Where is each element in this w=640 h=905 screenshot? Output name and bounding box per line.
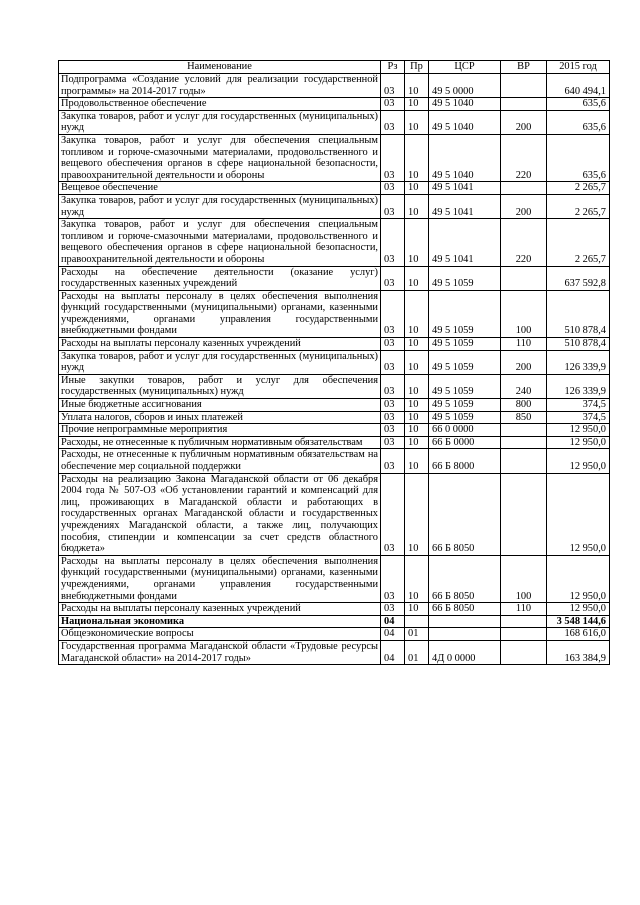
row-rz: 03 [381, 182, 405, 195]
row-amount: 510 878,4 [547, 338, 610, 351]
row-pr: 10 [405, 338, 429, 351]
row-csr: 4Д 0 0000 [429, 640, 501, 664]
row-pr: 10 [405, 436, 429, 449]
row-rz: 03 [381, 290, 405, 337]
row-name: Расходы, не отнесенные к публичным нормативным обязательствам [59, 436, 381, 449]
table-row [59, 110, 610, 134]
row-rz: 03 [381, 266, 405, 290]
table-row [59, 555, 610, 602]
row-pr: 10 [405, 219, 429, 266]
row-vr [501, 640, 547, 664]
row-name: Иные закупки товаров, работ и услуг для обеспечения государственных (муниципальных) нужд [59, 374, 381, 398]
row-csr: 49 5 1059 [429, 266, 501, 290]
row-amount: 168 616,0 [547, 628, 610, 641]
row-csr: 49 5 1041 [429, 194, 501, 218]
header-rz: Рз [381, 61, 405, 74]
table-row [59, 134, 610, 181]
table-row [59, 473, 610, 555]
row-vr: 100 [501, 555, 547, 602]
row-amount: 637 592,8 [547, 266, 610, 290]
row-vr [501, 436, 547, 449]
row-amount: 12 950,0 [547, 424, 610, 437]
row-amount: 12 950,0 [547, 449, 610, 473]
row-amount: 640 494,1 [547, 74, 610, 98]
header-year: 2015 год [547, 61, 610, 74]
row-amount: 3 548 144,6 [547, 615, 610, 628]
row-csr: 66 0 0000 [429, 424, 501, 437]
row-vr: 200 [501, 194, 547, 218]
row-amount: 126 339,9 [547, 374, 610, 398]
header-csr: ЦСР [429, 61, 501, 74]
table-row [59, 338, 610, 351]
row-csr: 49 5 1059 [429, 338, 501, 351]
row-pr: 01 [405, 640, 429, 664]
table-row [59, 436, 610, 449]
row-name: Закупка товаров, работ и услуг для обеспечения специальным топливом и горюче-смазочными материалами, продовольственного и вещевого обеспечения органов в сфере национальной безопасности, правоохранительной деятельности и обороны [59, 134, 381, 181]
row-rz: 03 [381, 110, 405, 134]
row-rz: 03 [381, 219, 405, 266]
row-vr: 220 [501, 134, 547, 181]
row-pr: 10 [405, 473, 429, 555]
row-rz: 03 [381, 555, 405, 602]
row-name: Иные бюджетные ассигнования [59, 399, 381, 412]
header-name: Наименование [59, 61, 381, 74]
table-row [59, 182, 610, 195]
row-rz: 03 [381, 374, 405, 398]
row-pr: 10 [405, 374, 429, 398]
row-rz: 03 [381, 449, 405, 473]
row-amount: 2 265,7 [547, 219, 610, 266]
row-pr: 10 [405, 74, 429, 98]
row-name: Государственная программа Магаданской области «Трудовые ресурсы Магаданской области» на 2014-2017 годы» [59, 640, 381, 664]
table-row [59, 640, 610, 664]
row-amount: 2 265,7 [547, 182, 610, 195]
table-row [59, 350, 610, 374]
row-vr [501, 74, 547, 98]
row-amount: 163 384,9 [547, 640, 610, 664]
row-pr: 10 [405, 194, 429, 218]
table-row [59, 449, 610, 473]
row-name: Национальная экономика [59, 615, 381, 628]
row-pr: 10 [405, 399, 429, 412]
row-name: Закупка товаров, работ и услуг для государственных (муниципальных) нужд [59, 194, 381, 218]
row-pr: 10 [405, 290, 429, 337]
row-name: Расходы на выплаты персоналу в целях обеспечения выполнения функций государственными (муниципальными) органами, казенными учреждениями, органами управления государственными внебюджетными фондами [59, 555, 381, 602]
row-rz: 03 [381, 134, 405, 181]
row-csr: 49 5 1041 [429, 219, 501, 266]
row-name: Прочие непрограммные мероприятия [59, 424, 381, 437]
row-name: Вещевое обеспечение [59, 182, 381, 195]
row-rz: 03 [381, 338, 405, 351]
row-amount: 12 950,0 [547, 473, 610, 555]
row-name: Закупка товаров, работ и услуг для государственных (муниципальных) нужд [59, 110, 381, 134]
table-row [59, 615, 610, 628]
row-amount: 635,6 [547, 110, 610, 134]
row-csr: 49 5 1059 [429, 411, 501, 424]
row-amount: 12 950,0 [547, 436, 610, 449]
row-csr: 66 Б 8050 [429, 473, 501, 555]
table-row [59, 424, 610, 437]
table-row [59, 603, 610, 616]
header-pr: Пр [405, 61, 429, 74]
table-row [59, 74, 610, 98]
row-pr: 10 [405, 424, 429, 437]
row-csr: 49 5 1041 [429, 182, 501, 195]
row-rz: 03 [381, 603, 405, 616]
row-pr: 10 [405, 134, 429, 181]
row-pr: 10 [405, 98, 429, 111]
row-amount: 374,5 [547, 411, 610, 424]
table-row [59, 194, 610, 218]
row-rz: 03 [381, 436, 405, 449]
row-vr: 800 [501, 399, 547, 412]
row-csr: 66 Б 8050 [429, 603, 501, 616]
row-pr: 10 [405, 603, 429, 616]
row-amount: 12 950,0 [547, 555, 610, 602]
row-csr: 66 Б 8050 [429, 555, 501, 602]
row-pr: 10 [405, 182, 429, 195]
table-row [59, 374, 610, 398]
row-csr: 49 5 1059 [429, 399, 501, 412]
row-vr: 240 [501, 374, 547, 398]
row-vr: 110 [501, 338, 547, 351]
row-vr: 200 [501, 350, 547, 374]
row-rz: 03 [381, 350, 405, 374]
row-name: Расходы на реализацию Закона Магаданской области от 06 декабря 2004 года № 507-ОЗ «Об установлении гарантий и компенсаций для лиц, проживающих в Магаданской области и работающих в государственных органах Магаданской области и государственных учреждениях Магаданской области, а также лиц, получающих пособия, стипендии и компенсации за счет средств областного бюджета» [59, 473, 381, 555]
row-rz: 03 [381, 74, 405, 98]
row-amount: 374,5 [547, 399, 610, 412]
table-row [59, 411, 610, 424]
row-pr: 01 [405, 628, 429, 641]
row-rz: 03 [381, 424, 405, 437]
row-vr [501, 628, 547, 641]
row-name: Закупка товаров, работ и услуг для обеспечения специальным топливом и горюче-смазочными материалами, продовольственного и вещевого обеспечения органов в сфере национальной безопасности, правоохранительной деятельности и обороны [59, 219, 381, 266]
row-pr: 10 [405, 110, 429, 134]
table-body [59, 74, 610, 665]
row-name: Расходы, не отнесенные к публичным нормативным обязательствам на обеспечение мер социальной поддержки [59, 449, 381, 473]
table-row [59, 219, 610, 266]
row-vr [501, 266, 547, 290]
row-csr: 49 5 1040 [429, 98, 501, 111]
row-csr: 66 Б 8000 [429, 449, 501, 473]
table-row [59, 290, 610, 337]
table-row [59, 266, 610, 290]
row-csr: 49 5 1040 [429, 134, 501, 181]
row-rz: 03 [381, 399, 405, 412]
row-rz: 04 [381, 615, 405, 628]
row-vr: 220 [501, 219, 547, 266]
row-rz: 03 [381, 194, 405, 218]
row-rz: 03 [381, 473, 405, 555]
row-pr [405, 615, 429, 628]
row-name: Подпрограмма «Создание условий для реализации государственной программы» на 2014-2017 годы» [59, 74, 381, 98]
row-vr [501, 182, 547, 195]
row-vr: 850 [501, 411, 547, 424]
row-name: Расходы на выплаты персоналу в целях обеспечения выполнения функций государственными (муниципальными) органами, казенными учреждениями, органами управления государственными внебюджетными фондами [59, 290, 381, 337]
row-amount: 2 265,7 [547, 194, 610, 218]
row-name: Расходы на обеспечение деятельности (оказание услуг) государственных казенных учреждений [59, 266, 381, 290]
row-csr: 49 5 1040 [429, 110, 501, 134]
row-name: Расходы на выплаты персоналу казенных учреждений [59, 603, 381, 616]
row-pr: 10 [405, 411, 429, 424]
budget-table [58, 60, 610, 665]
row-pr: 10 [405, 449, 429, 473]
table-row [59, 399, 610, 412]
row-name: Уплата налогов, сборов и иных платежей [59, 411, 381, 424]
row-vr [501, 449, 547, 473]
row-vr [501, 98, 547, 111]
row-csr: 49 5 1059 [429, 350, 501, 374]
row-rz: 03 [381, 98, 405, 111]
row-csr: 66 Б 0000 [429, 436, 501, 449]
row-rz: 04 [381, 640, 405, 664]
row-csr [429, 615, 501, 628]
row-vr [501, 615, 547, 628]
row-csr [429, 628, 501, 641]
row-vr: 110 [501, 603, 547, 616]
row-rz: 04 [381, 628, 405, 641]
header-vr: ВР [501, 61, 547, 74]
row-pr: 10 [405, 555, 429, 602]
row-name: Расходы на выплаты персоналу казенных учреждений [59, 338, 381, 351]
row-vr: 100 [501, 290, 547, 337]
row-vr [501, 424, 547, 437]
table-row [59, 628, 610, 641]
row-vr: 200 [501, 110, 547, 134]
row-rz: 03 [381, 411, 405, 424]
row-amount: 635,6 [547, 134, 610, 181]
row-amount: 126 339,9 [547, 350, 610, 374]
row-name: Общеэкономические вопросы [59, 628, 381, 641]
row-name: Закупка товаров, работ и услуг для государственных (муниципальных) нужд [59, 350, 381, 374]
row-csr: 49 5 0000 [429, 74, 501, 98]
table-row [59, 98, 610, 111]
row-vr [501, 473, 547, 555]
row-amount: 510 878,4 [547, 290, 610, 337]
row-csr: 49 5 1059 [429, 374, 501, 398]
row-pr: 10 [405, 266, 429, 290]
row-csr: 49 5 1059 [429, 290, 501, 337]
row-amount: 635,6 [547, 98, 610, 111]
table-header-row [59, 61, 610, 74]
row-pr: 10 [405, 350, 429, 374]
row-amount: 12 950,0 [547, 603, 610, 616]
row-name: Продовольственное обеспечение [59, 98, 381, 111]
